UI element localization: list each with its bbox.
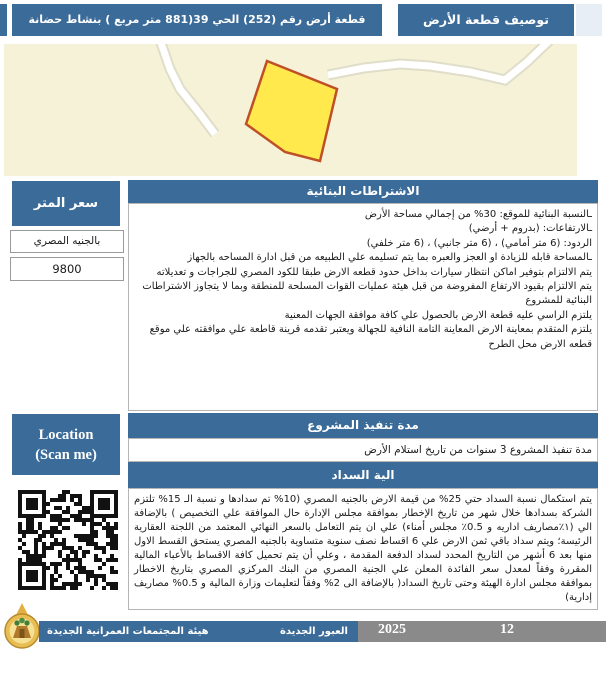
location-label: Location (38, 426, 94, 443)
condition-line: يتم الالتزام بقيود الارتفاع المفروضة من قبل هيئة عمليات القوات المسلحة للمنطقة وبما لا يتجاوز الاشتراطات البنائية للمشروع (142, 281, 592, 307)
project-duration-header: مدة تنفيذ المشروع (128, 413, 598, 438)
plot-title: قطعة أرض رقم (252) الحي 39(881 متر مربع ) بنشاط حضانة (12, 4, 382, 36)
condition-line: يتم الالتزام بتوفير اماكن انتظار سيارات بداخل حدود قطعه الارض طبقا للكود المصري للجراجات و تعديلاته (156, 266, 592, 278)
price-currency: بالجنيه المصري (10, 230, 124, 253)
condition-line: ـالمساحة قابله للزيادة او العجز والعبره بما يتم تسليمه علي الطبيعه من قبل ادارة المساحه بالجهاز (187, 252, 592, 264)
site-map (4, 44, 577, 176)
building-conditions-list (128, 203, 598, 411)
footer-year: 2025 (378, 622, 406, 637)
payment-mechanism-header: الية السداد (128, 462, 598, 488)
header-corner-cell (576, 4, 602, 36)
payment-mechanism-text: يتم استكمال نسبة السداد حتي 25% من قيمة الارض بالجنيه المصري (10% تم سدادها و نسبة الـ 15% تلتزم الشركة بسدادها خلال شهر من تاريخ الإخطار بموافقة مجلس الإدارة حال الموافقة علي التخصيص ) بالإضافة الي (١٪مصاريف اداريه و 0.5٪ مجلس أمناء) علي ان يتم التعامل بالسعر النهائي المعتمد من اللجنة العقارية الرئيسة؛ ويتم سداد باقي ثمن الارض علي 6 اقساط نصف سنوية متساوية بالجنيه المصري يستحق القسط الاول منها بعد 6 أشهر من التاريخ المحدد لسداد الدفعة المقدمة ، وعلي أن يتم تحميل كافة الاقساط بالأعباء المالية المقررة وفقاً لمعدل سعر الفائدة المعلن علي الجنية المصري من البنك المركزي المصري بتاريخ الاخطار بموافقة مجلس ادارة الهيئة وحتى تاريخ السداد( بالإضافة الى 2% وفقاً لتعليمات وزارة المالية و 0.5% مصاريف إدارية) (128, 488, 598, 610)
footer-city-name: العبور الجديدة (279, 626, 348, 637)
price-value: 9800 (10, 257, 124, 281)
qr-code-image (18, 490, 118, 590)
condition-line: ـالنسبة البنائية للموقع: 30% من إجمالي مساحة الأرض (364, 209, 592, 220)
condition-line: الردود: (6 متر أمامي) ، (6 متر جانبي) ، (6 متر خلفي) (366, 237, 592, 249)
condition-line: يلتزم المتقدم بمعاينة الارض المعاينة التامة النافية للجهالة ويعتبر تقدمه قرينة قاطعة علي موافقته علي موقع قطعه الارض محل الطرح (149, 324, 592, 350)
header-edge-cell (0, 4, 7, 36)
condition-line: يلتزم الراسي عليه قطعة الارض بالحصول علي كافة موافقة الجهات المعنية (284, 309, 592, 321)
scan-me-label: (Scan me) (35, 446, 97, 463)
building-conditions-header: الاشتراطات البنائية (128, 180, 598, 203)
footer-date-bar (358, 621, 606, 642)
authority-logo (3, 602, 41, 650)
footer-month: 12 (500, 622, 514, 637)
page-title: توصيف قطعة الأرض (398, 4, 574, 36)
qr-code (18, 490, 118, 590)
project-duration-text: مدة تنفيذ المشروع 3 سنوات من تاريخ استلام الأرض (128, 438, 598, 462)
footer-authority-name: هيئة المجتمعات العمرانية الجديدة (47, 626, 209, 637)
footer-bar (39, 621, 358, 642)
price-per-meter-header: سعر المتر (12, 181, 120, 226)
location-scan-header (12, 414, 120, 475)
condition-line: ـالارتفاعات: (بدروم + أرضي) (468, 223, 592, 235)
